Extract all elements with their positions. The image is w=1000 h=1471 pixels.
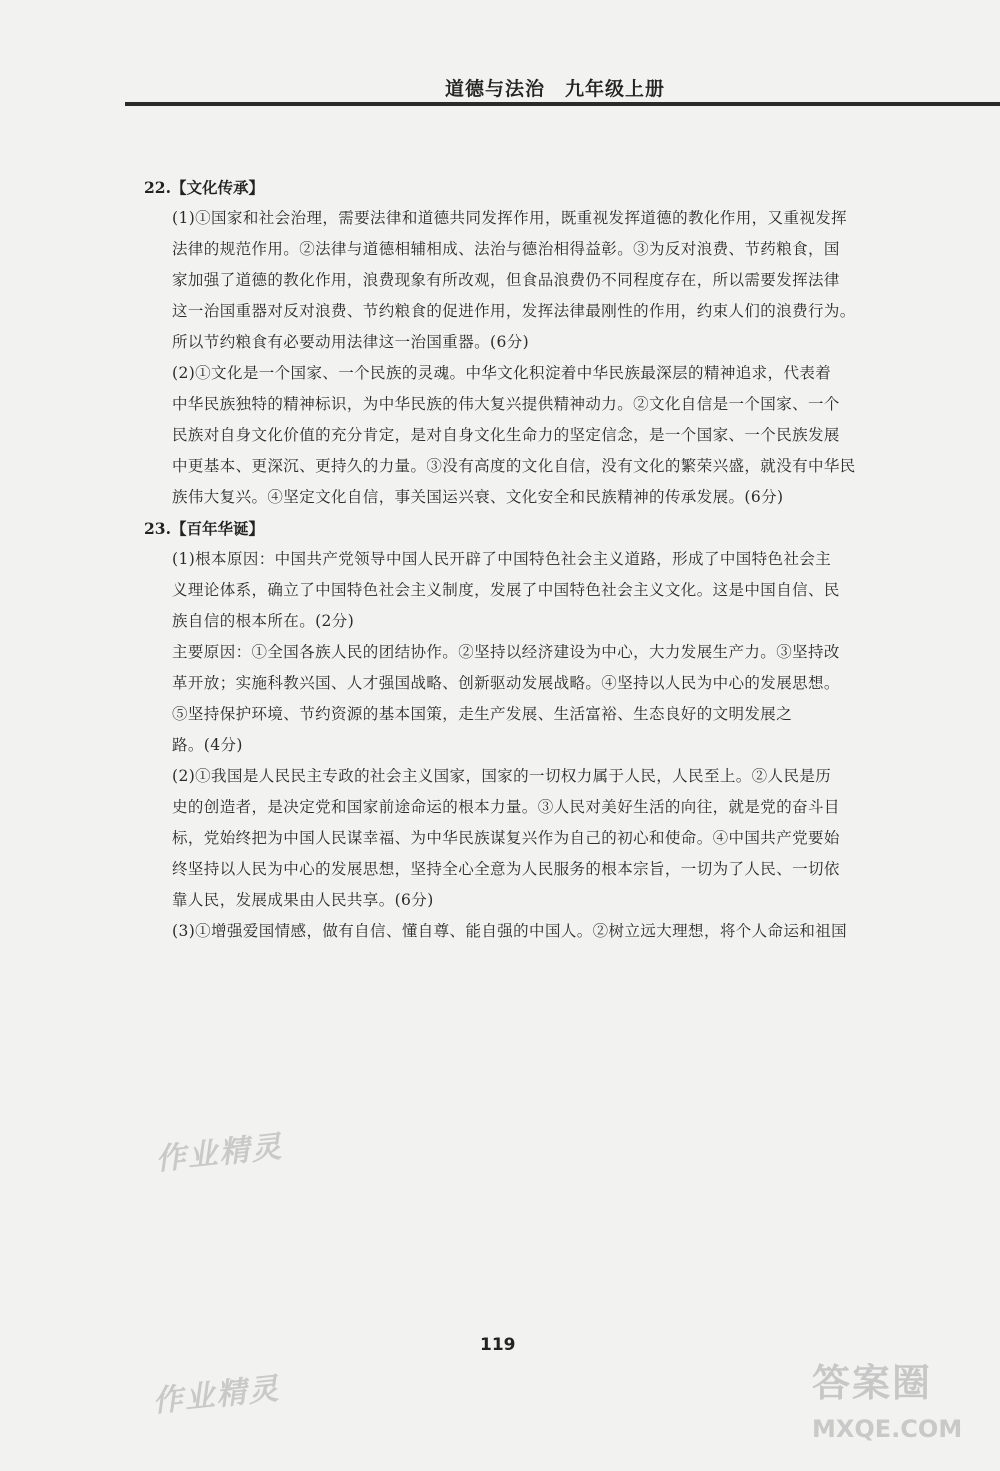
q23-line: 靠人民，发展成果由人民共享。(6分) [172, 891, 434, 909]
q23-line: 终坚持以人民为中心的发展思想，坚持全心全意为人民服务的根本宗旨，一切为了人民、一切依 [172, 860, 840, 878]
page-content [144, 172, 962, 947]
q23-line: (2)①我国是人民民主专政的社会主义国家，国家的一切权力属于人民，人民至上。②人民是历 [172, 767, 832, 785]
q22-line: 家加强了道德的教化作用，浪费现象有所改观，但食品浪费仍不同程度存在，所以需要发挥法律 [172, 271, 840, 289]
q23-line: 标，党始终把为中国人民谋幸福、为中华民族谋复兴作为自己的初心和使命。④中国共产党要始 [172, 829, 840, 847]
watermark-stamp: 作业精灵 [153, 1129, 285, 1178]
q23-line: 族自信的根本所在。(2分) [172, 612, 355, 630]
watermark-stamp: 作业精灵 [150, 1371, 282, 1420]
q22-line: 法律的规范作用。②法律与道德相辅相成、法治与德治相得益彰。③为反对浪费、节药粮食，国 [172, 240, 840, 258]
header-title: 道德与法治 九年级上册 [445, 78, 666, 100]
q22-line: (2)①文化是一个国家、一个民族的灵魂。中华文化积淀着中华民族最深层的精神追求，代表着 [172, 364, 832, 382]
q23-line: 革开放；实施科教兴国、人才强国战略、创新驱动发展战略。④坚持以人民为中心的发展思想。 [172, 674, 840, 692]
q23-line: (3)①增强爱国情感，做有自信、懂自尊、能自强的中国人。②树立远大理想，将个人命运和祖国 [172, 922, 848, 940]
q22-line: 中更基本、更深沉、更持久的力量。③没有高度的文化自信，没有文化的繁荣兴盛，就没有中华民 [172, 457, 856, 475]
q22-line: (1)①国家和社会治理，需要法律和道德共同发挥作用，既重视发挥道德的教化作用，又重视发挥 [172, 209, 848, 227]
q23-line: ⑤坚持保护环境、节约资源的基本国策，走生产发展、生活富裕、生态良好的文明发展之 [172, 705, 793, 723]
site-watermark-logo [812, 1352, 992, 1467]
q22-line: 这一治国重器对反对浪费、节约粮食的促进作用，发挥法律最刚性的作用，约束人们的浪费行为。 [172, 302, 856, 320]
q23-line: 主要原因：①全国各族人民的团结协作。②坚持以经济建设为中心，大力发展生产力。③坚持改 [172, 643, 840, 661]
question-23-heading: 23.【百年华诞】 [144, 519, 264, 538]
header-rule [125, 102, 1000, 106]
site-watermark-cn: 答案圈 [812, 1361, 933, 1405]
q22-line: 民族对自身文化价值的充分肯定，是对自身文化生命力的坚定信念，是一个国家、一个民族发展 [172, 426, 840, 444]
page-number: 119 [480, 1335, 516, 1355]
q22-line: 族伟大复兴。④坚定文化自信，事关国运兴衰、文化安全和民族精神的传承发展。(6分) [172, 488, 784, 506]
q23-line: 路。(4分) [172, 736, 243, 754]
q22-line: 中华民族独特的精神标识，为中华民族的伟大复兴提供精神动力。②文化自信是一个国家、一个 [172, 395, 840, 413]
q23-line: 义理论体系，确立了中国特色社会主义制度，发展了中国特色社会主义文化。这是中国自信、民 [172, 581, 840, 599]
q23-line: (1)根本原因：中国共产党领导中国人民开辟了中国特色社会主义道路，形成了中国特色社会主 [172, 550, 832, 568]
question-22-heading: 22.【文化传承】 [144, 178, 264, 197]
site-watermark-en: MXQE.COM [812, 1415, 963, 1443]
q23-line: 史的创造者，是决定党和国家前途命运的根本力量。③人民对美好生活的向往，就是党的奋斗目 [172, 798, 840, 816]
q22-line: 所以节约粮食有必要动用法律这一治国重器。(6分) [172, 333, 530, 351]
